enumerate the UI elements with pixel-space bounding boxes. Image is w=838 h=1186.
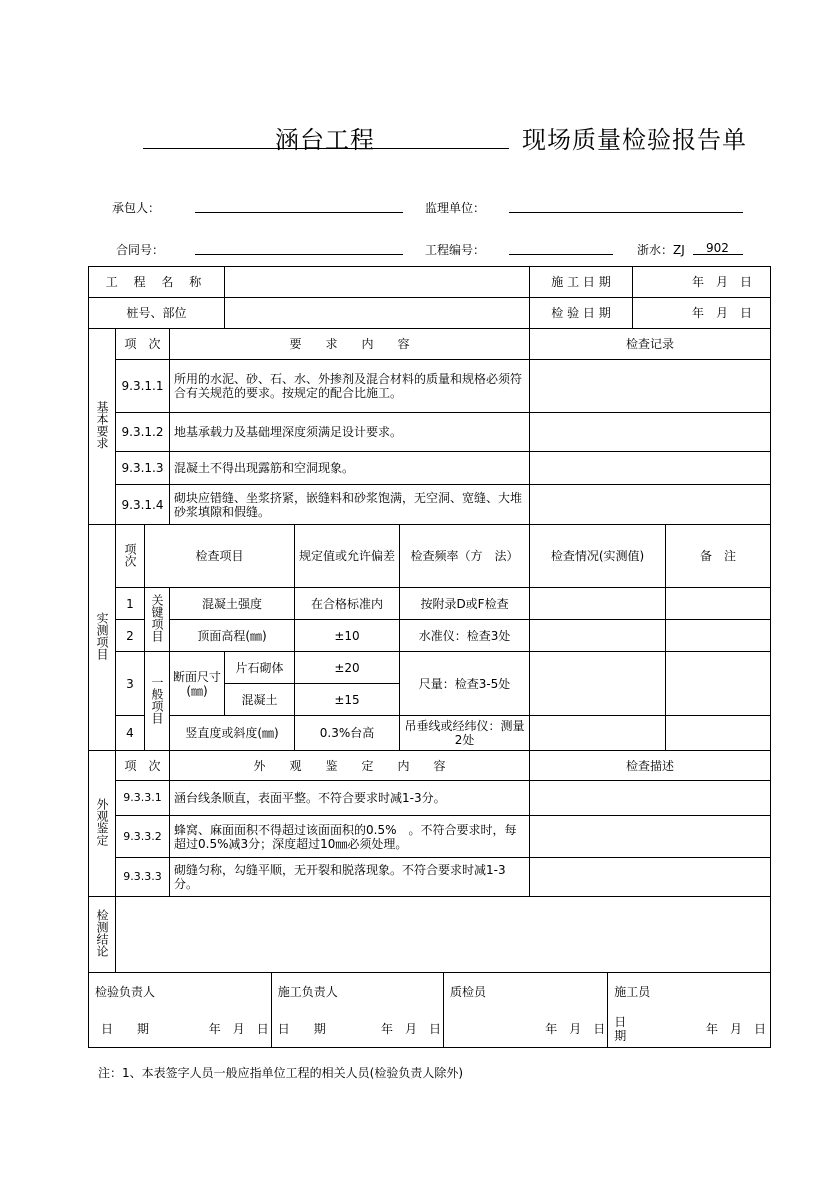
measured-row-result[interactable]	[530, 620, 666, 652]
appearance-col-item: 项 次	[116, 751, 170, 781]
measured-row-spec: 在合格标准内	[295, 588, 400, 620]
inspector-date-label: 日 期	[101, 1021, 150, 1036]
worker-date-value[interactable]: 年 月 日	[706, 1021, 767, 1036]
form-code-prefix: 浙水：ZJ	[637, 243, 685, 257]
basic-col-content: 要 求 内 容	[170, 329, 530, 360]
station-value[interactable]	[225, 298, 530, 329]
basic-row-text: 砌块应错缝、坐浆挤紧，嵌缝料和砂浆饱满，无空洞、宽缝、大堆砂浆填隙和假缝。	[170, 485, 530, 525]
basic-row-record[interactable]	[530, 413, 771, 452]
measured-sub-spec: ±15	[295, 684, 400, 716]
conclusion-label: 检测结论	[89, 897, 116, 973]
basic-row-no: 9.3.1.3	[116, 452, 170, 485]
measured-col-no: 项次	[116, 525, 145, 588]
worker-label: 施工员	[614, 984, 651, 999]
basic-row-record[interactable]	[530, 360, 771, 413]
project-no-label: 工程编号：	[425, 243, 486, 257]
measured-row-remark[interactable]	[666, 588, 771, 620]
quality-inspector-date-value[interactable]: 年 月 日	[506, 1010, 608, 1047]
supervisor-field[interactable]	[509, 212, 743, 213]
measured-row-no: 1	[116, 588, 145, 620]
inspection-date-value[interactable]: 年 月 日	[633, 298, 771, 329]
measured-col-spec: 规定值或允许偏差	[295, 525, 400, 588]
measured-row-remark[interactable]	[666, 716, 771, 751]
measured-row-item: 顶面高程(㎜)	[170, 620, 295, 652]
title-report-name: 现场质量检验报告单	[522, 126, 747, 154]
appearance-row-desc[interactable]	[530, 858, 771, 897]
contractor-field[interactable]	[195, 212, 403, 213]
key-items-label: 关键项目	[145, 588, 170, 652]
appearance-col-content: 外 观 鉴 定 内 容	[170, 751, 530, 781]
basic-section-label: 基本要求	[89, 329, 116, 525]
measured-col-remark: 备 注	[666, 525, 771, 588]
measured-row-item: 混凝土强度	[170, 588, 295, 620]
measured-row-freq: 吊垂线或经纬仪：测量2处	[400, 716, 530, 751]
measured-row-remark[interactable]	[666, 652, 771, 716]
measured-row-freq: 水准仪：检查3处	[400, 620, 530, 652]
measured-sub-item: 片石砌体	[225, 652, 295, 684]
construction-lead-date-label: 日 期	[277, 1021, 326, 1036]
quality-inspector-date-spacer	[444, 1010, 506, 1047]
measured-row-no: 3	[116, 652, 145, 716]
measured-row-result[interactable]	[530, 652, 666, 716]
inspection-table	[88, 266, 771, 1048]
measured-row-remark[interactable]	[666, 620, 771, 652]
conclusion-field[interactable]	[116, 897, 771, 973]
measured-col-item: 检查项目	[145, 525, 295, 588]
measured-row-spec: 0.3%台高	[295, 716, 400, 751]
measured-section-label: 实测项目	[89, 525, 116, 751]
appearance-row-text: 砌缝匀称，勾缝平顺，无开裂和脱落现象。不符合要求时减1-3分。	[170, 858, 530, 897]
inspector-date-value[interactable]: 年 月 日	[169, 1010, 271, 1047]
basic-row-no: 9.3.1.4	[116, 485, 170, 525]
construction-lead-label: 施工负责人	[277, 984, 338, 999]
appearance-row-desc[interactable]	[530, 781, 771, 816]
basic-row-text: 地基承载力及基础埋深度须满足设计要求。	[170, 413, 530, 452]
measured-col-freq: 检查频率（方 法）	[400, 525, 530, 588]
project-name-label: 工 程 名 称	[89, 267, 225, 298]
basic-col-record: 检查记录	[530, 329, 771, 360]
quality-inspector-sign[interactable]	[506, 973, 608, 1010]
measured-row-freq: 尺量：检查3-5处	[400, 652, 530, 716]
appearance-row-no: 9.3.3.2	[116, 816, 170, 858]
measured-row-no: 4	[116, 716, 145, 751]
signature-row	[89, 973, 771, 1048]
appearance-row-text: 蜂窝、麻面面积不得超过该面面积的0.5% 。不符合要求时，每超过0.5%减3分；深度超过10㎜必须处理。	[170, 816, 530, 858]
appearance-row-no: 9.3.3.1	[116, 781, 170, 816]
measured-row-result[interactable]	[530, 588, 666, 620]
construction-lead-sign[interactable]	[347, 973, 443, 1010]
title-project-type: 涵台工程	[275, 126, 375, 154]
quality-inspector-label: 质检员	[450, 984, 487, 999]
measured-sub-spec: ±20	[295, 652, 400, 684]
supervisor-label: 监理单位：	[425, 201, 486, 215]
project-no-field[interactable]	[509, 254, 613, 255]
measured-row-freq: 按附录D或F检查	[400, 588, 530, 620]
project-name-value[interactable]	[225, 267, 530, 298]
contractor-label: 承包人：	[112, 201, 161, 215]
measured-sub-item: 混凝土	[225, 684, 295, 716]
worker-date-label: 日 期	[614, 1014, 651, 1043]
station-label: 桩号、部位	[89, 298, 225, 329]
worker-sign[interactable]	[662, 973, 770, 1010]
basic-row-no: 9.3.1.2	[116, 413, 170, 452]
inspector-label: 检验负责人	[95, 984, 156, 999]
measured-row-result[interactable]	[530, 716, 666, 751]
inspector-sign[interactable]	[169, 973, 271, 1010]
section-size-label: 断面尺寸(㎜)	[170, 652, 225, 716]
construction-lead-date-value[interactable]: 年 月 日	[347, 1010, 443, 1047]
basic-row-no: 9.3.1.1	[116, 360, 170, 413]
basic-col-item: 项 次	[116, 329, 170, 360]
measured-row-no: 2	[116, 620, 145, 652]
form-code-number: 902	[706, 241, 729, 255]
appearance-col-desc: 检查描述	[530, 751, 771, 781]
measured-col-result: 检查情况(实测值)	[530, 525, 666, 588]
contract-label: 合同号：	[116, 243, 165, 257]
construction-date-value[interactable]: 年 月 日	[633, 267, 771, 298]
footnote: 注：1、本表签字人员一般应指单位工程的相关人员(检验负责人除外)	[98, 1066, 464, 1080]
appearance-row-desc[interactable]	[530, 816, 771, 858]
appearance-row-text: 涵台线条顺直，表面平整。不符合要求时减1-3分。	[170, 781, 530, 816]
measured-row-item: 竖直度或斜度(㎜)	[170, 716, 295, 751]
general-items-label: 一般项目	[145, 652, 170, 751]
basic-row-record[interactable]	[530, 485, 771, 525]
measured-row-spec: ±10	[295, 620, 400, 652]
basic-row-record[interactable]	[530, 452, 771, 485]
basic-row-text: 混凝土不得出现露筋和空洞现象。	[170, 452, 530, 485]
appearance-section-label: 外观鉴定	[89, 751, 116, 897]
contract-field[interactable]	[195, 254, 403, 255]
basic-row-text: 所用的水泥、砂、石、水、外掺剂及混合材料的质量和规格必须符合有关规范的要求。按规定的配合比施工。	[170, 360, 530, 413]
appearance-row-no: 9.3.3.3	[116, 858, 170, 897]
inspection-date-label: 检 验 日 期	[530, 298, 633, 329]
construction-date-label: 施 工 日 期	[530, 267, 633, 298]
